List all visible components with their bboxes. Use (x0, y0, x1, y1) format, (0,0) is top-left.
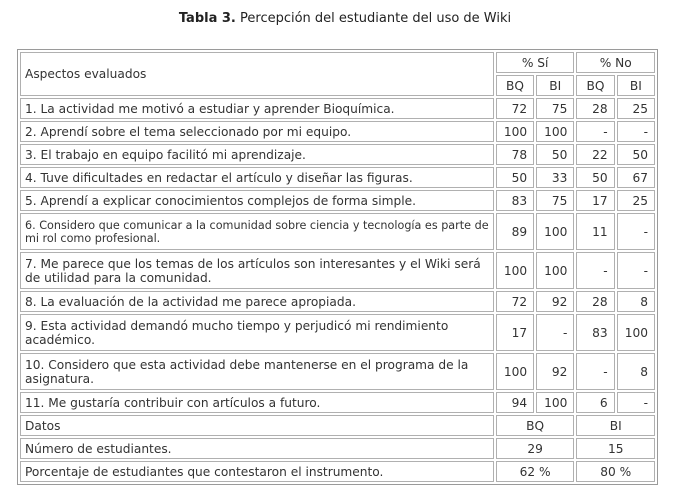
footer-row-porcentaje (20, 461, 655, 482)
cell-no-bq: - (576, 121, 614, 142)
table-row (20, 353, 655, 390)
header-no: % No (576, 52, 655, 73)
porcentaje-bq: 62 % (496, 461, 575, 482)
row-label: 6. Considero que comunicar a la comunidad sobre ciencia y tecnología es parte de mi rol como profesional. (20, 213, 494, 250)
row-label: 7. Me parece que los temas de los artículos son interesantes y el Wiki será de utilidad para la comunidad. (20, 252, 494, 289)
cell-no-bq: 11 (576, 213, 614, 250)
row-label: 5. Aprendí a explicar conocimientos complejos de forma simple. (20, 190, 494, 211)
cell-no-bi: - (617, 252, 655, 289)
cell-si-bq: 100 (496, 252, 534, 289)
numero-bq: 29 (496, 438, 575, 459)
porcentaje-label: Porcentaje de estudiantes que contestaron el instrumento. (20, 461, 494, 482)
cell-si-bi: - (536, 314, 574, 351)
cell-si-bi: 100 (536, 252, 574, 289)
cell-no-bq: - (576, 252, 614, 289)
cell-no-bq: 17 (576, 190, 614, 211)
header-no-bi: BI (617, 75, 655, 96)
perception-table (17, 49, 658, 485)
cell-no-bi: 25 (617, 98, 655, 119)
cell-si-bq: 78 (496, 144, 534, 165)
header-si-bi: BI (536, 75, 574, 96)
table-row (20, 291, 655, 312)
cell-no-bi: 8 (617, 291, 655, 312)
footer-row-datos (20, 415, 655, 436)
table-caption (0, 11, 690, 26)
table-row (20, 190, 655, 211)
header-si-bq: BQ (496, 75, 534, 96)
header-row (20, 52, 655, 73)
cell-si-bi: 92 (536, 291, 574, 312)
row-label: 3. El trabajo en equipo facilitó mi aprendizaje. (20, 144, 494, 165)
cell-si-bi: 100 (536, 121, 574, 142)
table-row (20, 98, 655, 119)
row-label: 11. Me gustaría contribuir con artículos a futuro. (20, 392, 494, 413)
numero-bi: 15 (576, 438, 655, 459)
cell-no-bq: 28 (576, 291, 614, 312)
table-row (20, 213, 655, 250)
porcentaje-bi: 80 % (576, 461, 655, 482)
table-row (20, 252, 655, 289)
cell-no-bi: 100 (617, 314, 655, 351)
cell-no-bq: 22 (576, 144, 614, 165)
cell-si-bq: 94 (496, 392, 534, 413)
header-aspectos: Aspectos evaluados (20, 52, 494, 96)
cell-si-bq: 100 (496, 121, 534, 142)
row-label: 2. Aprendí sobre el tema seleccionado por mi equipo. (20, 121, 494, 142)
row-label: 8. La evaluación de la actividad me parece apropiada. (20, 291, 494, 312)
table-caption-text: Percepción del estudiante del uso de Wiki (240, 11, 512, 26)
row-label: 4. Tuve dificultades en redactar el artículo y diseñar las figuras. (20, 167, 494, 188)
cell-si-bq: 100 (496, 353, 534, 390)
datos-label: Datos (20, 415, 494, 436)
cell-si-bq: 83 (496, 190, 534, 211)
table-row (20, 392, 655, 413)
cell-no-bi: 25 (617, 190, 655, 211)
cell-no-bi: - (617, 213, 655, 250)
datos-bi: BI (576, 415, 655, 436)
cell-si-bi: 100 (536, 392, 574, 413)
cell-si-bq: 72 (496, 98, 534, 119)
cell-si-bi: 92 (536, 353, 574, 390)
cell-no-bi: - (617, 121, 655, 142)
header-no-bq: BQ (576, 75, 614, 96)
cell-no-bi: 8 (617, 353, 655, 390)
cell-no-bq: 6 (576, 392, 614, 413)
cell-no-bq: 50 (576, 167, 614, 188)
cell-si-bi: 75 (536, 98, 574, 119)
cell-no-bq: 28 (576, 98, 614, 119)
header-si: % Sí (496, 52, 575, 73)
table-row (20, 144, 655, 165)
cell-no-bq: - (576, 353, 614, 390)
table-row (20, 121, 655, 142)
table-row (20, 167, 655, 188)
cell-no-bi: - (617, 392, 655, 413)
row-label: 9. Esta actividad demandó mucho tiempo y perjudicó mi rendimiento académico. (20, 314, 494, 351)
row-label: 10. Considero que esta actividad debe mantenerse en el programa de la asignatura. (20, 353, 494, 390)
cell-si-bi: 75 (536, 190, 574, 211)
cell-si-bi: 33 (536, 167, 574, 188)
datos-bq: BQ (496, 415, 575, 436)
cell-si-bq: 17 (496, 314, 534, 351)
cell-no-bi: 67 (617, 167, 655, 188)
cell-si-bq: 89 (496, 213, 534, 250)
cell-no-bq: 83 (576, 314, 614, 351)
numero-label: Número de estudiantes. (20, 438, 494, 459)
row-label: 1. La actividad me motivó a estudiar y aprender Bioquímica. (20, 98, 494, 119)
cell-si-bi: 100 (536, 213, 574, 250)
cell-si-bq: 72 (496, 291, 534, 312)
cell-si-bq: 50 (496, 167, 534, 188)
cell-no-bi: 50 (617, 144, 655, 165)
table-caption-label: Tabla 3. (178, 11, 236, 26)
table-row (20, 314, 655, 351)
cell-si-bi: 50 (536, 144, 574, 165)
footer-row-numero (20, 438, 655, 459)
